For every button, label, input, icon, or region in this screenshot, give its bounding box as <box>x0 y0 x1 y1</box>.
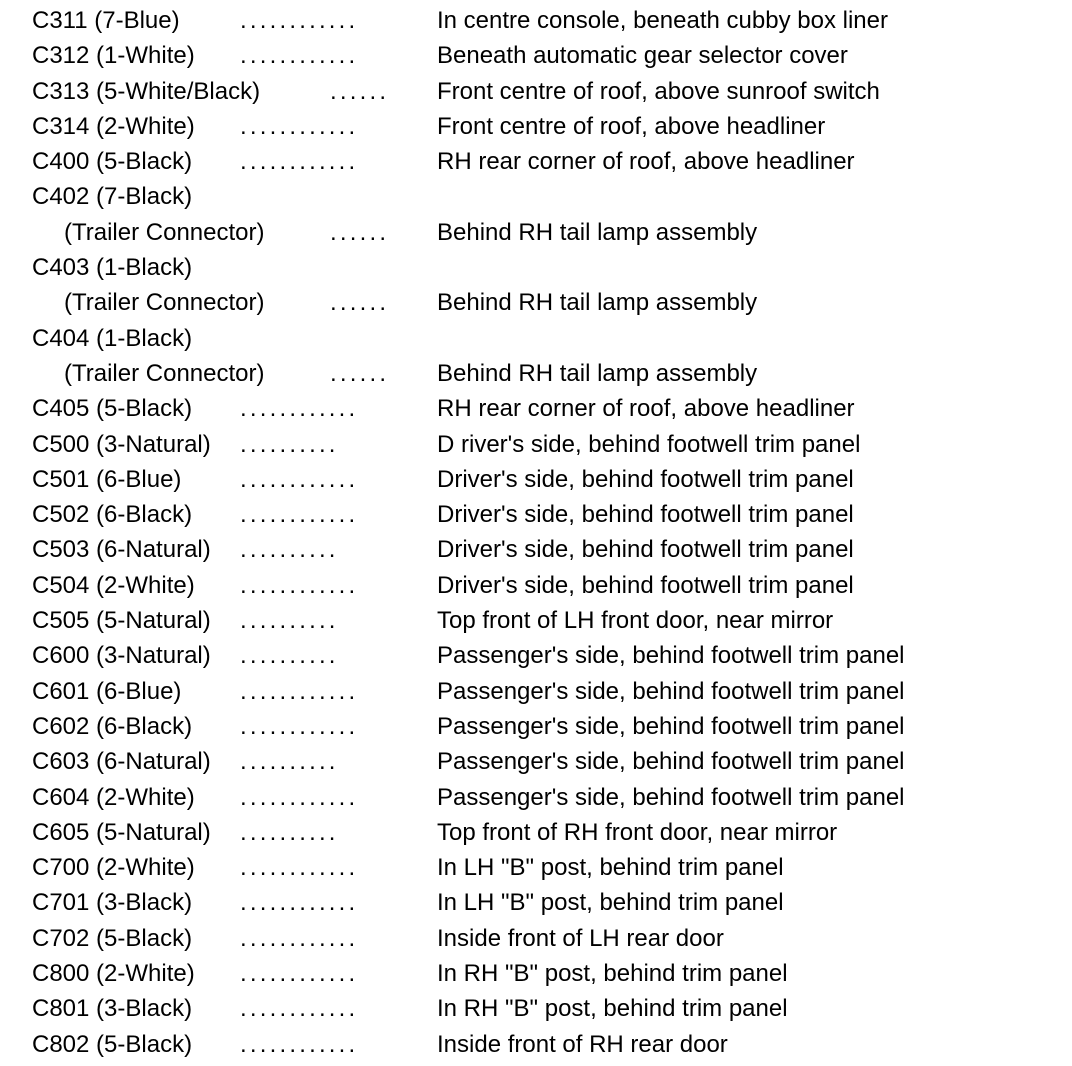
connector-id: C702 (5-Black) <box>32 924 193 952</box>
connector-row <box>0 674 1072 709</box>
connector-location: Passenger's side, behind footwell trim panel <box>437 677 905 705</box>
connector-id: C501 (6-Blue) <box>32 465 182 493</box>
dot-leader: ...... <box>330 77 390 105</box>
connector-location: Passenger's side, behind footwell trim panel <box>437 642 905 670</box>
dot-leader: ............ <box>240 995 359 1023</box>
connector-location: Top front of RH front door, near mirror <box>437 818 838 846</box>
connector-id: C500 (3-Natural) <box>32 430 211 458</box>
connector-location: Driver's side, behind footwell trim panel <box>437 501 854 529</box>
dot-leader: ............ <box>240 112 359 140</box>
connector-row <box>0 144 1072 179</box>
connector-location: RH rear corner of roof, above headliner <box>437 395 855 423</box>
connector-row <box>0 568 1072 603</box>
connector-location-list <box>0 3 1072 1062</box>
connector-id: C701 (3-Black) <box>32 889 193 917</box>
connector-row <box>0 780 1072 815</box>
connector-row <box>0 638 1072 673</box>
connector-row <box>0 850 1072 885</box>
connector-row <box>0 285 1072 320</box>
connector-row <box>0 603 1072 638</box>
dot-leader: ............ <box>240 1030 359 1058</box>
connector-row <box>0 709 1072 744</box>
connector-id: C604 (2-White) <box>32 783 195 811</box>
connector-id: C700 (2-White) <box>32 854 195 882</box>
connector-row <box>0 250 1072 285</box>
connector-id: C314 (2-White) <box>32 112 195 140</box>
connector-id: C605 (5-Natural) <box>32 818 211 846</box>
connector-id: C402 (7-Black) <box>32 183 193 211</box>
connector-location: Inside front of LH rear door <box>437 924 724 952</box>
connector-location: Front centre of roof, above sunroof switch <box>437 77 880 105</box>
connector-row <box>0 356 1072 391</box>
connector-row <box>0 991 1072 1026</box>
dot-leader: ............ <box>240 395 359 423</box>
connector-location: In centre console, beneath cubby box liner <box>437 7 888 34</box>
dot-leader: .......... <box>240 536 339 564</box>
connector-location: Driver's side, behind footwell trim panel <box>437 465 854 493</box>
dot-leader: ............ <box>240 501 359 529</box>
dot-leader: ...... <box>330 359 390 387</box>
connector-row <box>0 462 1072 497</box>
dot-leader: ............ <box>240 924 359 952</box>
connector-id: (Trailer Connector) <box>64 359 265 387</box>
connector-id: C404 (1-Black) <box>32 324 193 352</box>
connector-id: C601 (6-Blue) <box>32 677 182 705</box>
connector-location: Top front of LH front door, near mirror <box>437 607 834 635</box>
dot-leader: .......... <box>240 818 339 846</box>
connector-row <box>0 497 1072 532</box>
connector-id: C602 (6-Black) <box>32 712 193 740</box>
connector-location: In RH "B" post, behind trim panel <box>437 995 788 1023</box>
connector-location: Inside front of RH rear door <box>437 1030 728 1058</box>
dot-leader: ............ <box>240 783 359 811</box>
dot-leader: ............ <box>240 148 359 176</box>
dot-leader: ............ <box>240 7 359 34</box>
connector-id: (Trailer Connector) <box>64 289 265 317</box>
dot-leader: ............ <box>240 854 359 882</box>
connector-row <box>0 3 1072 38</box>
connector-row <box>0 391 1072 426</box>
connector-location: D river's side, behind footwell trim panel <box>437 430 861 458</box>
connector-row <box>0 744 1072 779</box>
connector-location: Behind RH tail lamp assembly <box>437 289 758 317</box>
connector-location: Passenger's side, behind footwell trim panel <box>437 748 905 776</box>
connector-id: C600 (3-Natural) <box>32 642 211 670</box>
connector-location: Passenger's side, behind footwell trim panel <box>437 783 905 811</box>
connector-id: C313 (5-White/Black) <box>32 77 261 105</box>
connector-row <box>0 109 1072 144</box>
dot-leader: ............ <box>240 889 359 917</box>
connector-location: In LH "B" post, behind trim panel <box>437 854 784 882</box>
connector-id: C311 (7-Blue) <box>32 7 180 34</box>
connector-id: C801 (3-Black) <box>32 995 193 1023</box>
dot-leader: .......... <box>240 642 339 670</box>
dot-leader: ............ <box>240 712 359 740</box>
connector-row <box>0 1027 1072 1062</box>
connector-id: C400 (5-Black) <box>32 148 193 176</box>
connector-row <box>0 885 1072 920</box>
connector-id: C802 (5-Black) <box>32 1030 193 1058</box>
connector-location: In LH "B" post, behind trim panel <box>437 889 784 917</box>
dot-leader: ...... <box>330 218 390 246</box>
dot-leader: ............ <box>240 677 359 705</box>
connector-location: Driver's side, behind footwell trim panel <box>437 571 854 599</box>
connector-location: Behind RH tail lamp assembly <box>437 218 758 246</box>
connector-id: C503 (6-Natural) <box>32 536 211 564</box>
connector-id: C312 (1-White) <box>32 42 195 70</box>
connector-row <box>0 427 1072 462</box>
connector-id: C603 (6-Natural) <box>32 748 211 776</box>
connector-row <box>0 956 1072 991</box>
connector-location: RH rear corner of roof, above headliner <box>437 148 855 176</box>
connector-location: Front centre of roof, above headliner <box>437 112 826 140</box>
connector-location: Driver's side, behind footwell trim panel <box>437 536 854 564</box>
connector-row <box>0 532 1072 567</box>
connector-row <box>0 815 1072 850</box>
connector-id: C800 (2-White) <box>32 960 195 988</box>
dot-leader: ............ <box>240 571 359 599</box>
dot-leader: .......... <box>240 607 339 635</box>
dot-leader: ...... <box>330 289 390 317</box>
connector-location: Passenger's side, behind footwell trim panel <box>437 712 905 740</box>
connector-row <box>0 179 1072 214</box>
connector-location: Behind RH tail lamp assembly <box>437 359 758 387</box>
connector-id: C504 (2-White) <box>32 571 195 599</box>
dot-leader: ............ <box>240 465 359 493</box>
connector-id: C405 (5-Black) <box>32 395 193 423</box>
dot-leader: ............ <box>240 42 359 70</box>
connector-id: C403 (1-Black) <box>32 254 193 282</box>
connector-id: C505 (5-Natural) <box>32 607 211 635</box>
connector-location: Beneath automatic gear selector cover <box>437 42 848 70</box>
connector-row <box>0 38 1072 73</box>
dot-leader: ............ <box>240 960 359 988</box>
connector-row <box>0 74 1072 109</box>
connector-row <box>0 921 1072 956</box>
connector-location: In RH "B" post, behind trim panel <box>437 960 788 988</box>
connector-id: (Trailer Connector) <box>64 218 265 246</box>
connector-row <box>0 215 1072 250</box>
connector-id: C502 (6-Black) <box>32 501 193 529</box>
connector-row <box>0 321 1072 356</box>
dot-leader: .......... <box>240 430 339 458</box>
dot-leader: .......... <box>240 748 339 776</box>
